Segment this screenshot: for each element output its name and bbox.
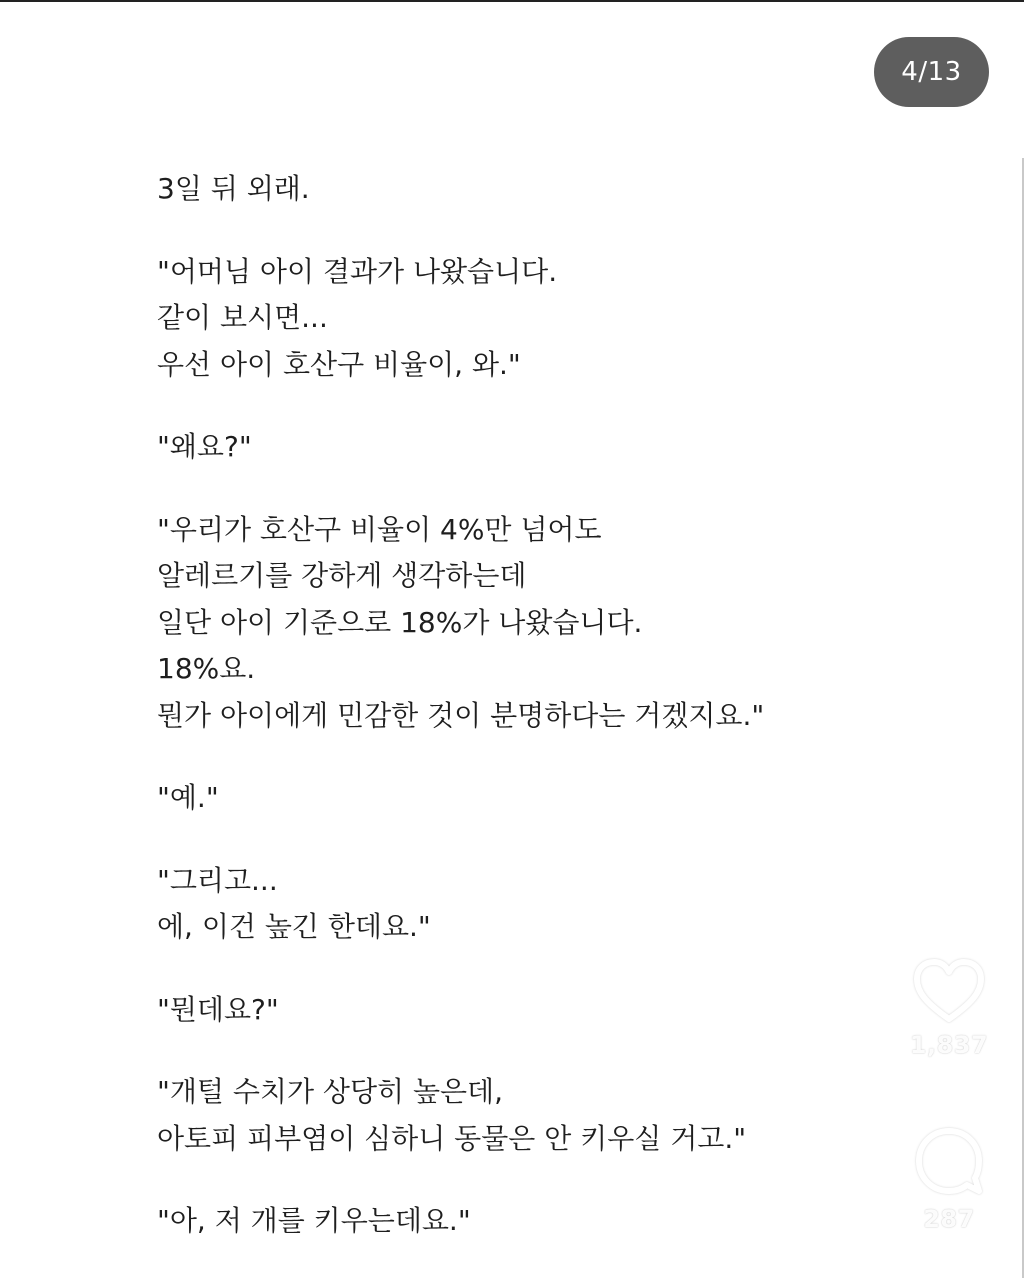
- text-line: "어머님 아이 결과가 나왔습니다.: [157, 254, 558, 288]
- text-line: 뭔가 아이에게 민감한 것이 분명하다는 거겠지요.": [157, 698, 765, 732]
- text-line: 같이 보시면...: [157, 301, 328, 334]
- text-line: 알레르기를 강하게 생각하는데: [157, 559, 527, 592]
- text-line: 에, 이건 높긴 한데요.": [157, 910, 431, 943]
- comment-count: 287: [923, 1205, 975, 1233]
- top-border: [0, 0, 1024, 2]
- paragraph: [157, 424, 897, 471]
- paragraph: [157, 249, 897, 389]
- text-line: "우리가 호산구 비율이 4%만 넘어도: [157, 512, 602, 546]
- text-line: "예.": [157, 781, 219, 814]
- text-line: 18%요.: [157, 652, 256, 685]
- paragraph: [157, 775, 897, 822]
- paragraph: [157, 507, 897, 740]
- text-line: "개털 수치가 상당히 높은데,: [157, 1075, 504, 1108]
- text-line: 우선 아이 호산구 비율이, 와.": [157, 347, 521, 381]
- text-line: 일단 아이 기준으로 18%가 나왔습니다.: [157, 605, 643, 639]
- text-line: "아, 저 개를 키우는데요.": [157, 1204, 471, 1237]
- paragraph: [157, 166, 897, 213]
- paragraph: [157, 858, 897, 951]
- heart-icon: [912, 957, 986, 1025]
- like-count: 1,837: [909, 1031, 989, 1059]
- like-button[interactable]: [906, 957, 992, 1059]
- paragraph: [157, 987, 897, 1034]
- text-line: "그리고...: [157, 863, 278, 897]
- page-indicator-badge: [874, 37, 989, 107]
- text-line: "왜요?": [157, 430, 252, 463]
- story-text: [157, 166, 897, 1281]
- comment-bubble-icon: [912, 1125, 986, 1199]
- text-line: 아토피 피부염이 심하니 동물은 안 키우실 거고.": [157, 1121, 747, 1155]
- comment-button[interactable]: [906, 1125, 992, 1233]
- paragraph: [157, 1198, 897, 1245]
- text-line: 3일 뒤 외래.: [157, 172, 310, 205]
- page-indicator-label: 4/13: [901, 57, 962, 87]
- paragraph: [157, 1069, 897, 1162]
- text-line: "뭔데요?": [157, 992, 279, 1026]
